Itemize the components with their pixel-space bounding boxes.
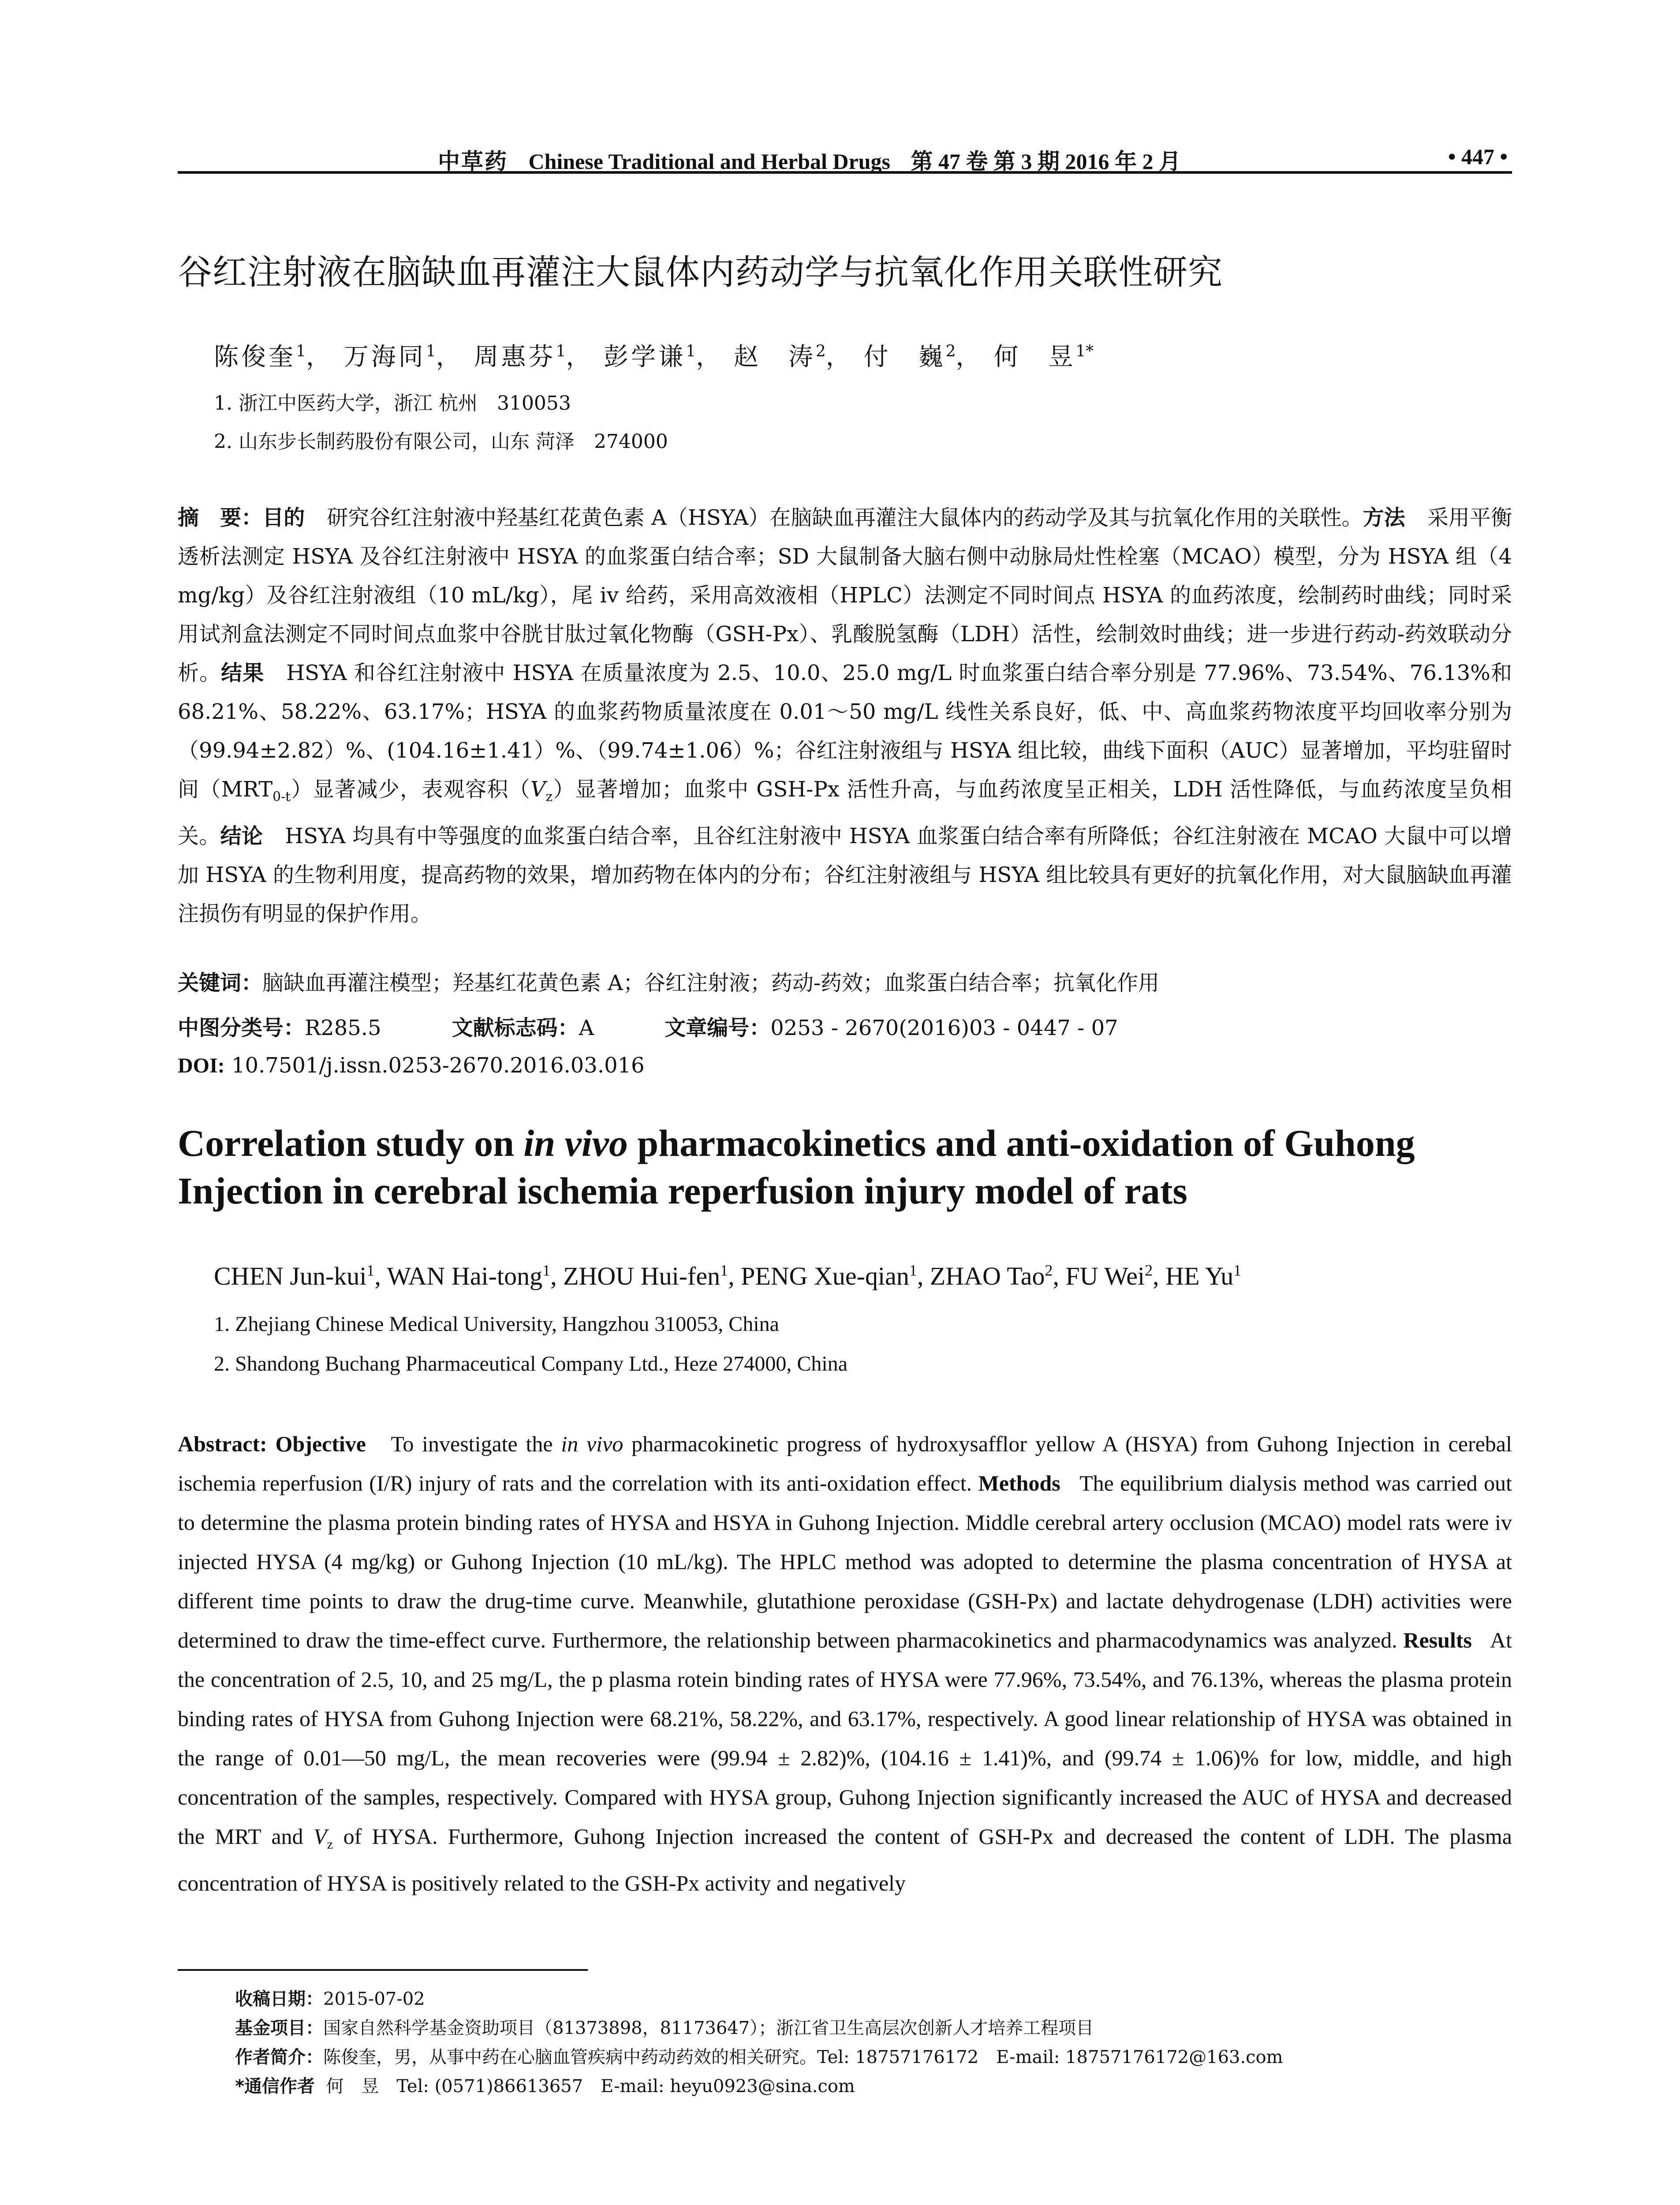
author-en: HE Yu$^1$ bbox=[1165, 1262, 1242, 1291]
author-cn: 赵 涛$^2$， bbox=[733, 342, 853, 371]
author-en: WAN Hai-tong$^1$, bbox=[387, 1262, 564, 1291]
title-en: Correlation study on in vivo pharmacokinetics and anti-oxidation of Guhong Injection in cerebral ischemia reperfusion injury model of rats bbox=[178, 1122, 1415, 1212]
journal-name-en: Chinese Traditional and Herbal Drugs bbox=[528, 149, 890, 174]
abstract-cn-label: 摘 要： bbox=[178, 505, 263, 530]
classification-line bbox=[178, 1011, 1118, 1041]
objective-label-cn: 目的 bbox=[262, 505, 305, 530]
doi-value: 10.7501/j.issn.0253-2670.2016.03.016 bbox=[231, 1053, 645, 1078]
conclusion-label-cn: 结论 bbox=[220, 823, 263, 848]
document-code: 文献标志码：A bbox=[452, 1016, 594, 1040]
author-cn: 万海同$^1$， bbox=[343, 342, 463, 371]
results-label-en: Results bbox=[1403, 1628, 1472, 1652]
clc-number: 中图分类号：R285.5 bbox=[178, 1016, 381, 1040]
author-cn: 周惠芬$^1$， bbox=[474, 342, 594, 371]
objective-text-en: To investigate the in vivo pharmacokinetic progress of hydroxysafflor yellow A (HSYA) from Guhong Injection in cerebal ischemia reperfusion (I/R) injury of rats and the correlation with its anti-oxidation effect. bbox=[178, 1431, 1512, 1495]
article-number: 文章编号：0253 - 2670(2016)03 - 0447 - 07 bbox=[665, 1016, 1118, 1040]
keywords-text-cn: 脑缺血再灌注模型；羟基红花黄色素 A；谷红注射液；药动-药效；血浆蛋白结合率；抗氧化作用 bbox=[262, 971, 1160, 995]
footnote-received: 收稿日期：2015-07-02 bbox=[235, 1989, 425, 2009]
results-label-cn: 结果 bbox=[221, 661, 265, 685]
conclusion-text-cn: HSYA 均具有中等强度的血浆蛋白结合率，且谷红注射液中 HSYA 血浆蛋白结合率有所降低；谷红注射液在 MCAO 大鼠中可以增加 HSYA 的生物利用度，提高药物的效果，增加药物在体内的分布；谷红注射液组与 HSYA 组比较具有更好的抗氧化作用，对大鼠脑缺血再灌注损伤有明显的保护作用。 bbox=[178, 823, 1512, 926]
results-text-cn: HSYA 和谷红注射液中 HSYA 在质量浓度为 2.5、10.0、25.0 mg/L 时血浆蛋白结合率分别是 77.96%、73.54%、76.13%和 68.21%、58.22%、63.17%；HSYA 的血浆药物质量浓度在 0.01～50 mg/L 线性关系良好，低、中、高血浆药物浓度平均回收率分别为（99.94±2.82）%、(104.16±1.41）%、（99.74±1.06）%；谷红注射液组与 HSYA 组比较，曲线下面积（AUC）显著增加，平均驻留时间$(MRT_{0-t})$显著减少，表观容积$(V_z)$显著增加；血浆中 GSH-Px 活性升高，与血药浓度呈正相关，LDH 活性降低，与血药浓度呈负相关。 bbox=[178, 661, 1512, 848]
author-en: ZHOU Hui-fen$^1$, bbox=[563, 1262, 741, 1291]
author-cn: 何 昱$^{1*}$ bbox=[993, 342, 1094, 371]
methods-text-en: The equilibrium dialysis method was carried out to determine the plasma protein binding rates of HYSA and HSYA in Guhong Injection. Middle cerebral artery occlusion (MCAO) model rats were iv injected HYSA (4 mg/kg) or Guhong Injection (10 mL/kg). The HPLC method was adopted to determine the plasma concentration of HYSA at different time points to draw the drug-time curve. Meanwhile, glutathione peroxidase (GSH-Px) and lactate dehydrogenase (LDH) activities were determined to draw the time-effect curve. Furthermore, the relationship between pharmacokinetics and pharmacodynamics was analyzed. bbox=[178, 1471, 1512, 1652]
keywords-label-cn: 关键词： bbox=[178, 971, 263, 995]
title-cn: 谷红注射液在脑缺血再灌注大鼠体内药动学与抗氧化作用关联性研究 bbox=[178, 253, 1223, 292]
footnote-author: 作者简介：陈俊奎，男，从事中药在心脑血管疾病中药动药效的相关研究。Tel: 18757176172 E-mail: 18757176172@163.com bbox=[235, 2047, 1283, 2067]
running-header bbox=[178, 140, 1512, 174]
journal-name-cn: 中草药 bbox=[438, 149, 508, 174]
abstract-en-label: Abstract: Objective bbox=[178, 1431, 366, 1456]
footnote-fund: 基金项目：国家自然科学基金资助项目（81373898，81173647）；浙江省卫生高层次创新人才培养工程项目 bbox=[235, 2018, 1094, 2038]
issue-info: 第 47 卷 第 3 期 2016 年 2 月 bbox=[911, 149, 1181, 174]
footnote-corresponding: *通信作者 何 昱 Tel: (0571)86613657 E-mail: heyu0923@sina.com bbox=[235, 2076, 855, 2097]
doi-label: DOI: bbox=[178, 1054, 225, 1077]
author-en: FU Wei$^2$, bbox=[1065, 1262, 1166, 1291]
keywords-cn bbox=[178, 966, 1159, 996]
methods-label-cn: 方法 bbox=[1363, 505, 1405, 530]
author-cn: 陈俊奎$^1$， bbox=[214, 342, 333, 371]
affiliation-cn-1: 1. 浙江中医药大学，浙江 杭州 310053 bbox=[214, 392, 571, 415]
footnote-divider bbox=[178, 1969, 588, 1971]
author-en: ZHAO Tao$^2$, bbox=[930, 1262, 1066, 1291]
author-cn: 彭学谦$^1$， bbox=[604, 342, 724, 371]
page-number: • 447 • bbox=[1448, 144, 1508, 169]
affiliation-en-2: 2. Shandong Buchang Pharmaceutical Company Ltd., Heze 274000, China bbox=[214, 1352, 848, 1375]
doi-line bbox=[178, 1053, 645, 1078]
paper-page bbox=[178, 0, 1512, 2205]
author-en: CHEN Jun-kui$^1$, bbox=[214, 1262, 387, 1291]
abstract-cn bbox=[178, 498, 1512, 933]
objective-text-cn: 研究谷红注射液中羟基红花黄色素 A（HSYA）在脑缺血再灌注大鼠体内的药动学及其与抗氧化作用的关联性。 bbox=[327, 505, 1363, 530]
author-en: PENG Xue-qian$^1$, bbox=[741, 1262, 930, 1291]
methods-text-cn: 采用平衡透析法测定 HSYA 及谷红注射液中 HSYA 的血浆蛋白结合率；SD 大鼠制备大脑右侧中动脉局灶性栓塞（MCAO）模型，分为 HSYA 组（4 mg/kg）及谷红注射液组（10 mL/kg），尾 iv 给药，采用高效液相（HPLC）法测定不同时间点 HSYA 的血药浓度，绘制药时曲线；同时采用试剂盒法测定不同时间点血浆中谷胱甘肽过氧化物酶（GSH-Px）、乳酸脱氢酶（LDH）活性，绘制效时曲线；进一步进行药动-药效联动分析。 bbox=[178, 505, 1512, 685]
affiliation-en-1: 1. Zhejiang Chinese Medical University, Hangzhou 310053, China bbox=[214, 1312, 779, 1336]
journal-info bbox=[438, 144, 1181, 176]
authors-en bbox=[214, 1261, 1241, 1291]
author-cn: 付 巍$^2$， bbox=[863, 342, 983, 371]
authors-cn bbox=[214, 337, 1094, 373]
footnotes bbox=[235, 1984, 1283, 2101]
methods-label-en: Methods bbox=[978, 1471, 1060, 1495]
results-text-en: At the concentration of 2.5, 10, and 25 mg/L, the p plasma rotein binding rates of HYSA were 77.96%, 73.54%, and 76.13%, whereas the plasma protein binding rates of HYSA from Guhong Injection were 68.21%, 58.22%, and 63.17%, respectively. A good linear relationship of HYSA was obtained in the range of 0.01—50 mg/L, the mean recoveries were (99.94 ± 2.82)%, (104.16 ± 1.41)%, and (99.74 ± 1.06)% for low, middle, and high concentration of the samples, respectively. Compared with HYSA group, Guhong Injection significantly increased the AUC of HYSA and decreased the MRT and $V_z$ of HYSA. Furthermore, Guhong Injection increased the content of GSH-Px and decreased the content of LDH. The plasma concentration of HYSA is positively related to the GSH-Px activity and negatively bbox=[178, 1628, 1512, 1895]
abstract-en bbox=[178, 1424, 1512, 1903]
affiliation-cn-2: 2. 山东步长制药股份有限公司，山东 菏泽 274000 bbox=[214, 430, 668, 453]
